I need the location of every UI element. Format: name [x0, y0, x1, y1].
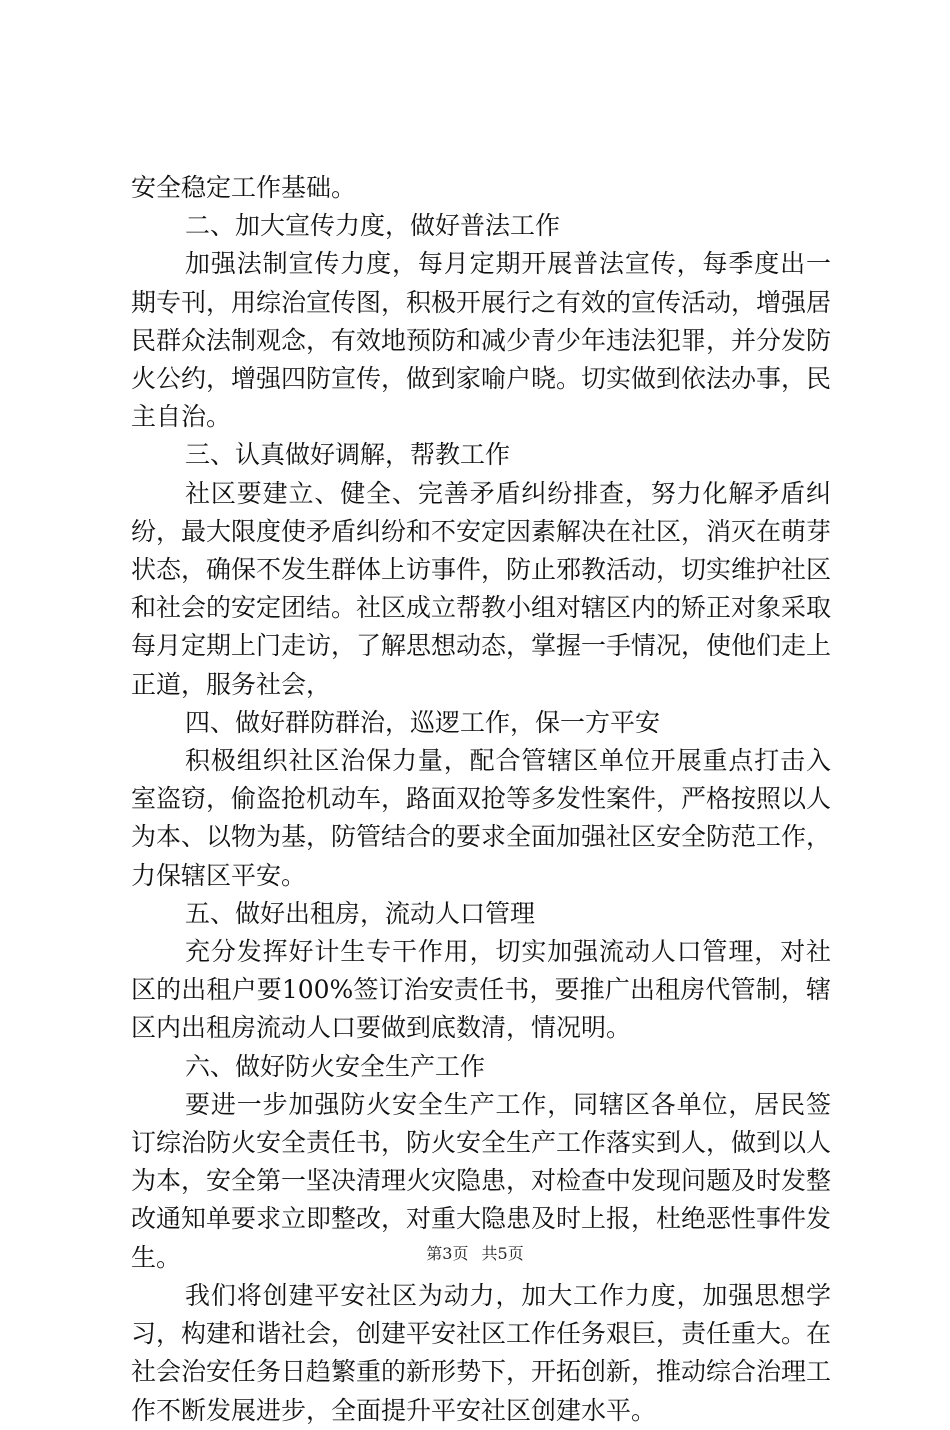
document-body: [131, 169, 831, 1430]
paragraph-conclusion: 我们将创建平安社区为动力，加大工作力度，加强思想学习，构建和谐社会，创建平安社区工作任务艰巨，责任重大。在社会治安任务日趋繁重的新形势下，开拓创新，推动综合治理工作不断发展进步，全面提升平安社区创建水平。: [131, 1280, 832, 1425]
paragraph-continued: 安全稳定工作基础。: [131, 173, 357, 202]
page-number: 第3页: [426, 1244, 469, 1263]
paragraph-mediation: 社区要建立、健全、完善矛盾纠纷排查，努力化解矛盾纠纷，最大限度使矛盾纠纷和不安定因素解决在社区，消灭在萌芽状态，确保不发生群体上访事件，防止邪教活动，切实维护社区和社会的安定团结。社区成立帮教小组对辖区内的矫正对象采取每月定期上门走访，了解思想动态，掌握一手情况，使他们走上正道，服务社会，: [131, 478, 832, 699]
section-heading-4: 四、做好群防群治，巡逻工作，保一方平安: [185, 707, 661, 737]
paragraph-rental: 充分发挥好计生专干作用，切实加强流动人口管理，对社区的出租户要100%签订治安责任书，要推广出租房代管制，辖区内出租房流动人口要做到底数清，情况明。: [131, 937, 831, 1043]
paragraph-fire-safety: 要进一步加强防火安全生产工作，同辖区各单位，居民签订综治防火安全责任书，防火安全生产工作落实到人，做到以人为本，安全第一坚决清理火灾隐患，对检查中发现问题及时发整改通知单要求立即整改，对重大隐患及时上报，杜绝恶性事件发生。: [131, 1089, 832, 1272]
section-heading-5: 五、做好出租房，流动人口管理: [185, 898, 536, 928]
paragraph-patrol: 积极组织社区治保力量，配合管辖区单位开展重点打击入室盗窃，偷盗抢机动车，路面双抢等多发性案件，严格按照以人为本、以物为基，防管结合的要求全面加强社区安全防范工作，力保辖区平安。: [131, 746, 832, 890]
page-footer: [0, 1244, 950, 1264]
section-heading-6: 六、做好防火安全生产工作: [185, 1051, 486, 1081]
section-heading-3: 三、认真做好调解，帮教工作: [185, 440, 511, 470]
paragraph-propaganda: 加强法制宣传力度，每月定期开展普法宣传，每季度出一期专刊，用综治宣传图，积极开展行之有效的宣传活动，增强居民群众法制观念，有效地预防和减少青少年违法犯罪，并分发防火公约，增强四防宣传，做到家喻户晓。切实做到依法办事，民主自治。: [131, 249, 832, 432]
section-heading-2: 二、加大宣传力度，做好普法工作: [185, 211, 561, 241]
page-total: 共5页: [481, 1244, 524, 1263]
